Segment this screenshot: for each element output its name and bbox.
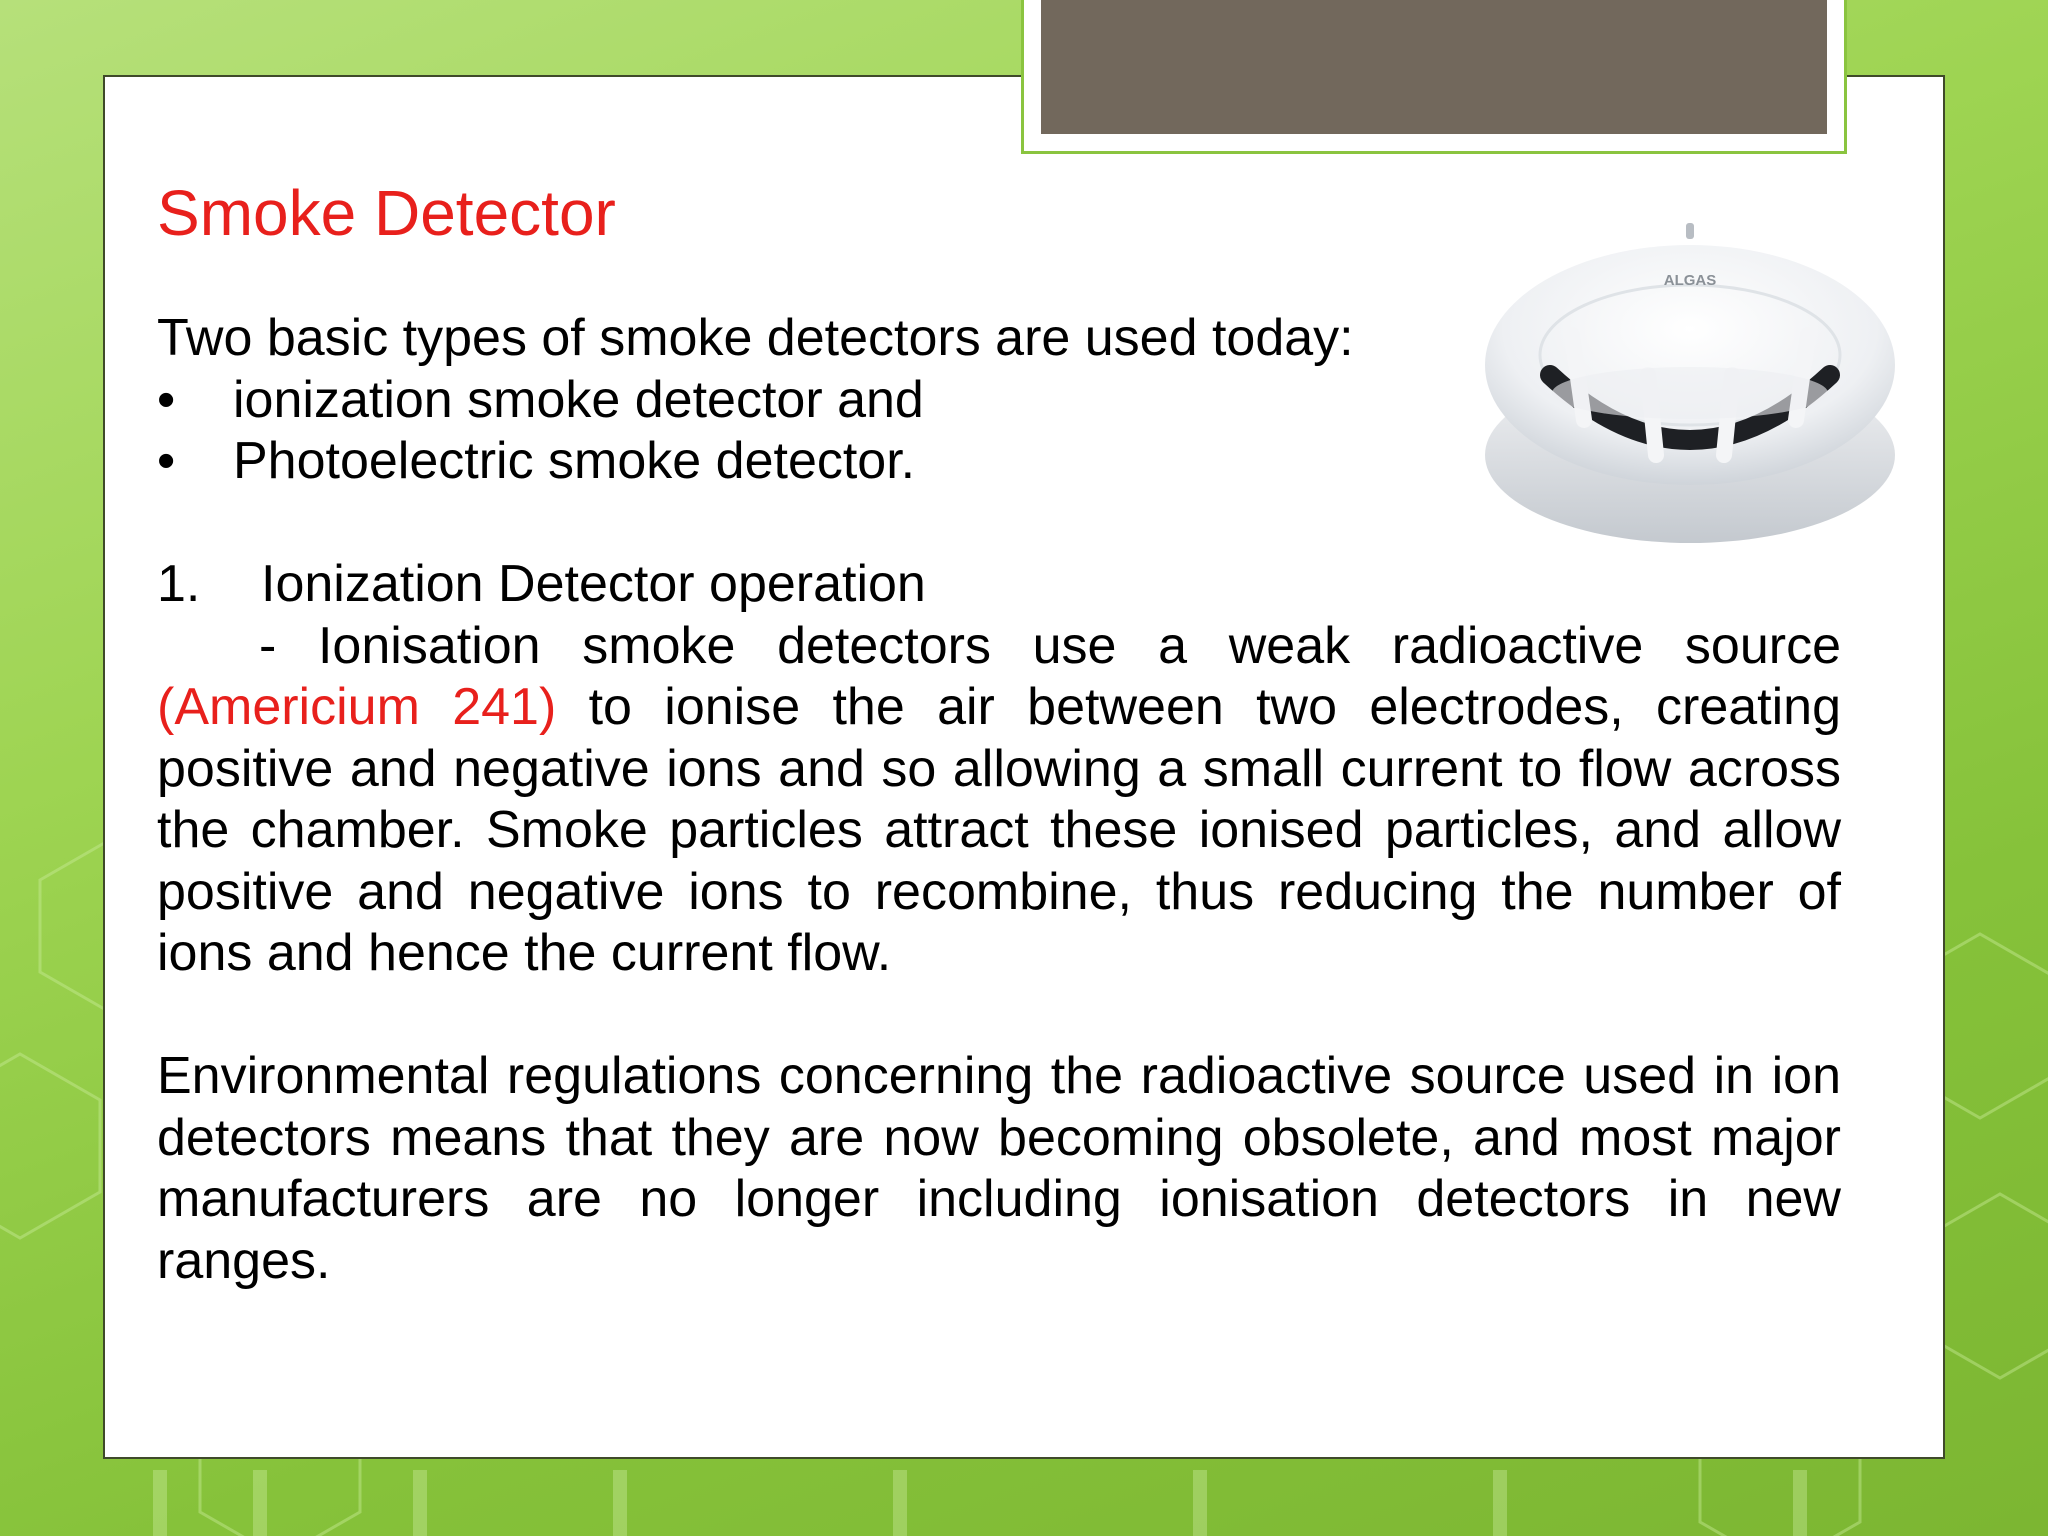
title-tab-bar [1041, 0, 1827, 134]
environmental-block [157, 1046, 1841, 1292]
bullet-text: Photoelectric smoke detector. [233, 432, 916, 490]
paragraph-lead: - Ionisation smoke detectors use a weak radioactive source [259, 616, 1841, 675]
section-heading [157, 554, 1841, 616]
smoke-detector-icon [1480, 215, 1900, 560]
bullet-marker: • [157, 432, 176, 490]
brand-label: ALGAS [1663, 272, 1717, 289]
intro-text: Two basic types of smoke detectors are used today: [157, 309, 1354, 367]
bullet-text: ionization smoke detector and [233, 370, 924, 429]
bullet-marker: • [157, 370, 176, 429]
section-heading-text: Ionization Detector operation [261, 555, 926, 613]
ionization-paragraph [157, 616, 1841, 985]
slide-title: Smoke Detector [157, 177, 616, 249]
americium-highlight: (Americium 241) [157, 678, 557, 736]
section-number: 1. [157, 555, 201, 613]
section-ionization [157, 554, 1841, 985]
environmental-paragraph: Environmental regulations concerning the radioactive source used in ion detectors means that they are now becoming obsolete, and most major manufacturers are no longer including ionisation detectors in new ranges. [157, 1047, 1841, 1290]
paragraph-body: to ionise the air between two electrodes, creating positive and negative ions and so allowing a small current to flow across the chamber. Smoke particles attract these ionised particles, and allow positive and negative ions to recombine, thus reducing the number of ions and hence the current flow. [157, 678, 1842, 982]
smoke-detector-image [1480, 215, 1900, 560]
